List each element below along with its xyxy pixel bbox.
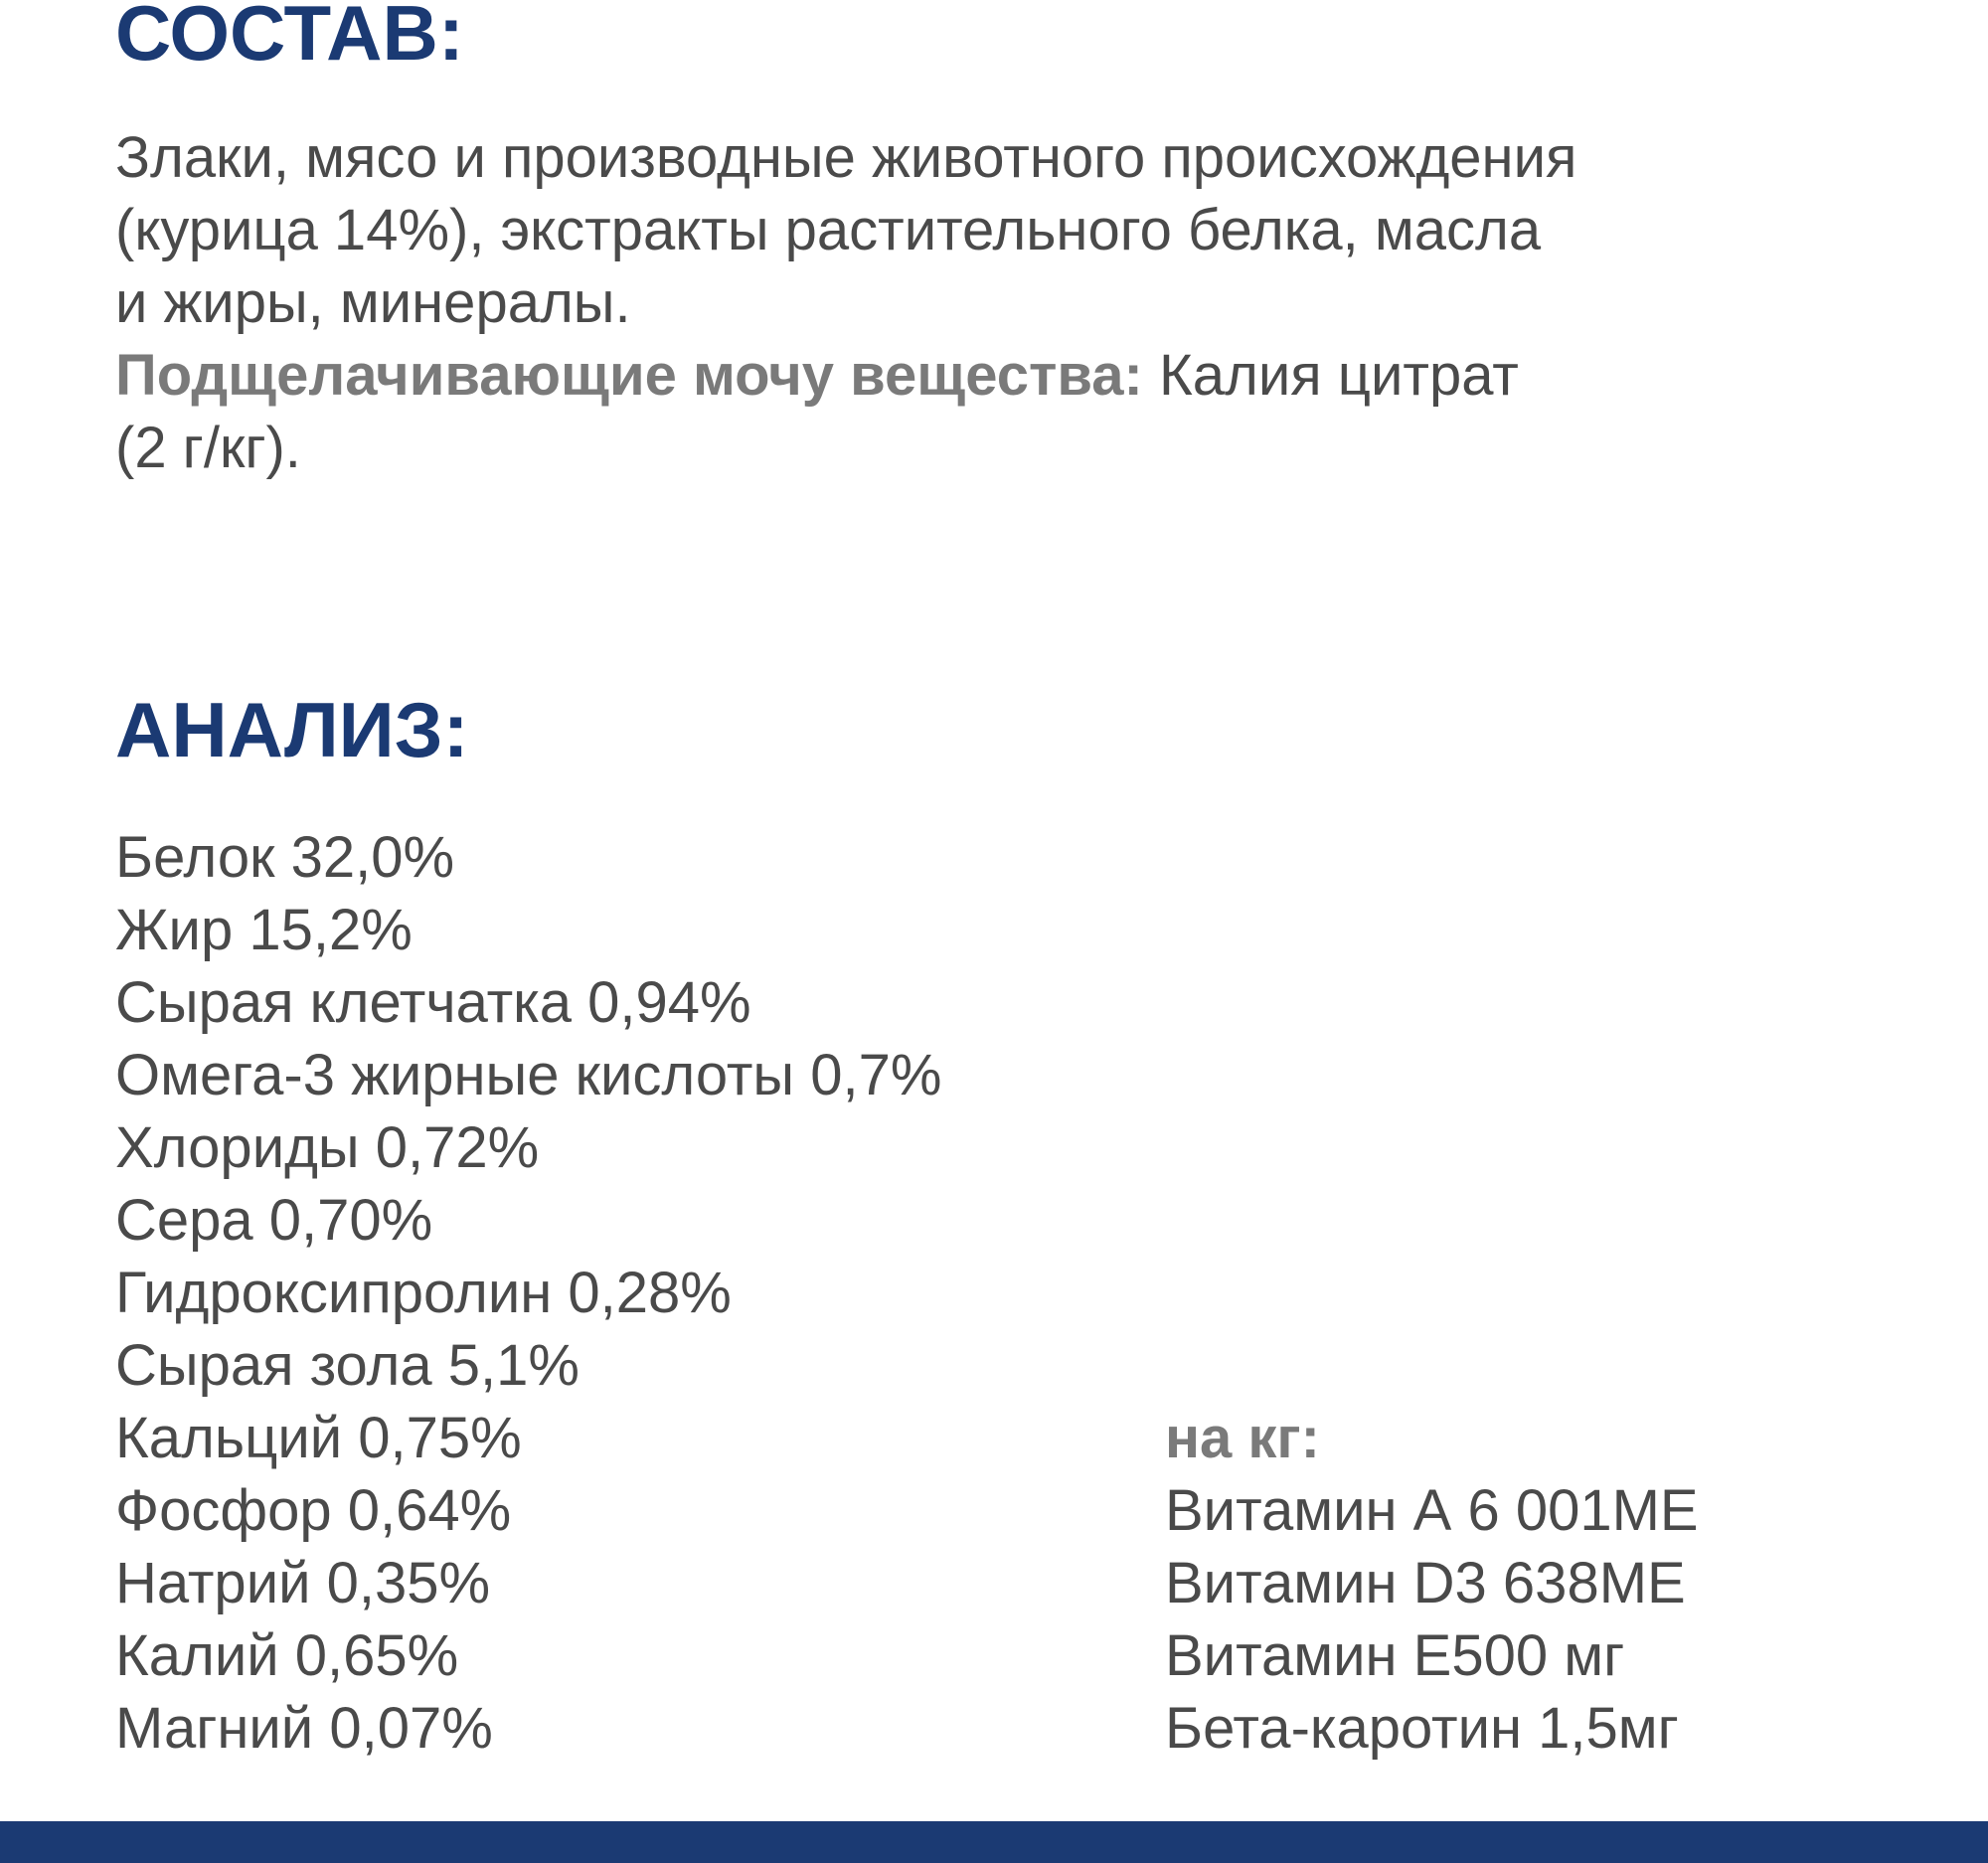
per-kg-item: Витамин А 6 001МЕ (1165, 1478, 1699, 1543)
analysis-item: Калий 0,65% (115, 1623, 459, 1688)
composition-text (115, 121, 1944, 484)
composition-line: (курица 14%), экстракты растительного белка, масла (115, 198, 1542, 262)
analysis-list (115, 821, 941, 1765)
alkalizing-value: Калия цитрат (1142, 343, 1519, 408)
analysis-item: Жир 15,2% (115, 898, 413, 962)
per-kg-item: Витамин Е500 мг (1165, 1623, 1625, 1688)
analysis-item: Магний 0,07% (115, 1696, 493, 1761)
per-kg-block (1165, 1402, 1699, 1765)
analysis-item: Гидроксипролин 0,28% (115, 1261, 732, 1325)
analysis-item: Фосфор 0,64% (115, 1478, 512, 1543)
analysis-item: Сырая клетчатка 0,94% (115, 970, 751, 1035)
per-kg-item: Витамин D3 638МЕ (1165, 1551, 1686, 1615)
alkalizing-label: Подщелачивающие мочу вещества: (115, 343, 1143, 408)
analysis-item: Хлориды 0,72% (115, 1115, 540, 1180)
analysis-item: Белок 32,0% (115, 825, 455, 890)
analysis-item: Натрий 0,35% (115, 1551, 491, 1615)
alkalizing-line (115, 339, 1944, 412)
per-kg-list (1165, 1474, 1699, 1765)
analysis-item: Омега-3 жирные кислоты 0,7% (115, 1043, 942, 1107)
alkalizing-value-continued: (2 г/кг). (115, 416, 301, 480)
analysis-heading: АНАЛИЗ: (115, 686, 469, 773)
analysis-item: Сырая зола 5,1% (115, 1333, 580, 1398)
composition-line: Злаки, мясо и производные животного происхождения (115, 125, 1577, 190)
bottom-bar (0, 1821, 1988, 1863)
analysis-item: Сера 0,70% (115, 1188, 433, 1253)
composition-line: и жиры, минералы. (115, 270, 631, 335)
per-kg-item: Бета-каротин 1,5мг (1165, 1696, 1679, 1761)
analysis-item: Кальций 0,75% (115, 1406, 522, 1470)
composition-heading: СОСТАВ: (115, 0, 464, 77)
per-kg-title: на кг: (1165, 1406, 1320, 1470)
